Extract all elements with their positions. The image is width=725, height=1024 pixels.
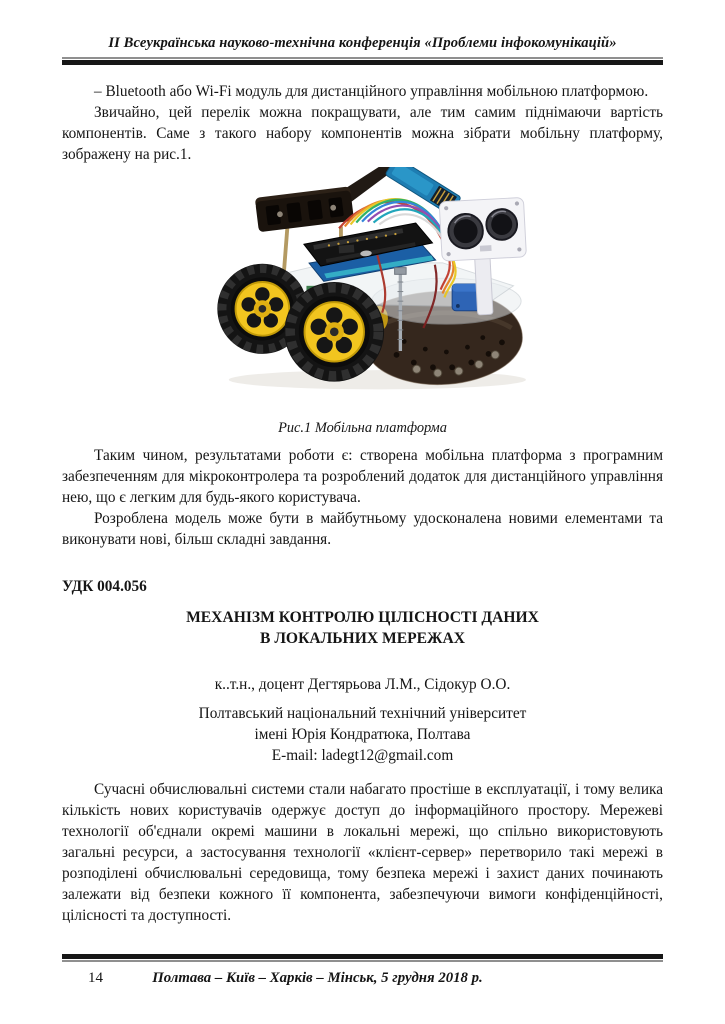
paragraph-results: Таким чином, результатами роботи є: створена мобільна платформа з програмним забезпеченням для мікроконтролера та розроблений додаток для дистанційного управління нею, що є легким для будь-якого користувача. [62, 447, 663, 506]
figure-mobile-platform [62, 167, 663, 435]
paragraph-component-cost: Звичайно, цей перелік можна покращувати, але тим самим піднімаючи вартість компонентів. Саме з такого набору компонентів можна зібрати мобільну платформу, зображену на рис.1. [62, 104, 663, 163]
article-title-line2: В ЛОКАЛЬНИХ МЕРЕЖАХ [260, 630, 465, 647]
footer-rule [62, 954, 663, 962]
paragraph-future-work: Розроблена модель може бути в майбутньому удосконалена новими елементами та виконувати нові, більш складні завдання. [62, 510, 663, 548]
paragraph-intro-integrity: Сучасні обчислювальні системи стали набагато простіше в експлуатації, і тому велика кількість нових користувачів одержує доступ до інформаційного простору. Мережеві технології об'єднали окремі машини в локальні мережі, що спільно використовують загальні ресурси, а застосування технології «клієнт-сервер» перетворило такі мережі в розподілені обчислювальні середовища, тому безпека мережі і захист даних починають залежати від безпеки кожного її компонента, забезпечуючи вимоги конфіденційності, цілісності та доступності. [62, 781, 663, 924]
affiliation-university: Полтавський національний технічний університет [198, 705, 527, 722]
robot-front-left-wheel [284, 282, 384, 382]
page-content [62, 81, 663, 926]
header-rule-thin-line [62, 57, 663, 59]
udc-code: УДК 004.056 [62, 578, 147, 595]
footer-row [62, 970, 663, 992]
paragraph-bluetooth-module: – Bluetooth або Wi-Fi модуль для дистанційного управління мобільною платформою. [94, 83, 649, 100]
footer-rule-thin-line [62, 960, 663, 962]
article-title [62, 607, 663, 649]
affiliation-block [62, 703, 663, 766]
affiliation-name-city: імені Юрія Кондратюка, Полтава [254, 726, 471, 743]
page-number: 14 [88, 970, 103, 986]
running-header-conference-title: ІІ Всеукраїнська науково-технічна конференція «Проблеми інфокомунікацій» [108, 35, 617, 51]
figure-caption: Рис.1 Мобільна платформа [278, 420, 447, 436]
header-rule [62, 57, 663, 65]
footer-rule-thick-line [62, 954, 663, 959]
page-footer [62, 954, 663, 992]
header-rule-thick-line [62, 60, 663, 65]
authors-line: к..т.н., доцент Дегтярьова Л.М., Сідокур О.О. [214, 676, 511, 693]
mobile-platform-photo [195, 167, 531, 397]
article-title-line1: МЕХАНІЗМ КОНТРОЛЮ ЦІЛІСНОСТІ ДАНИХ [186, 609, 539, 626]
footer-conference-location: Полтава – Київ – Харків – Мінськ, 5 грудня 2018 р. [152, 970, 483, 986]
email-line: E-mail: ladegt12@gmail.com [271, 747, 454, 764]
